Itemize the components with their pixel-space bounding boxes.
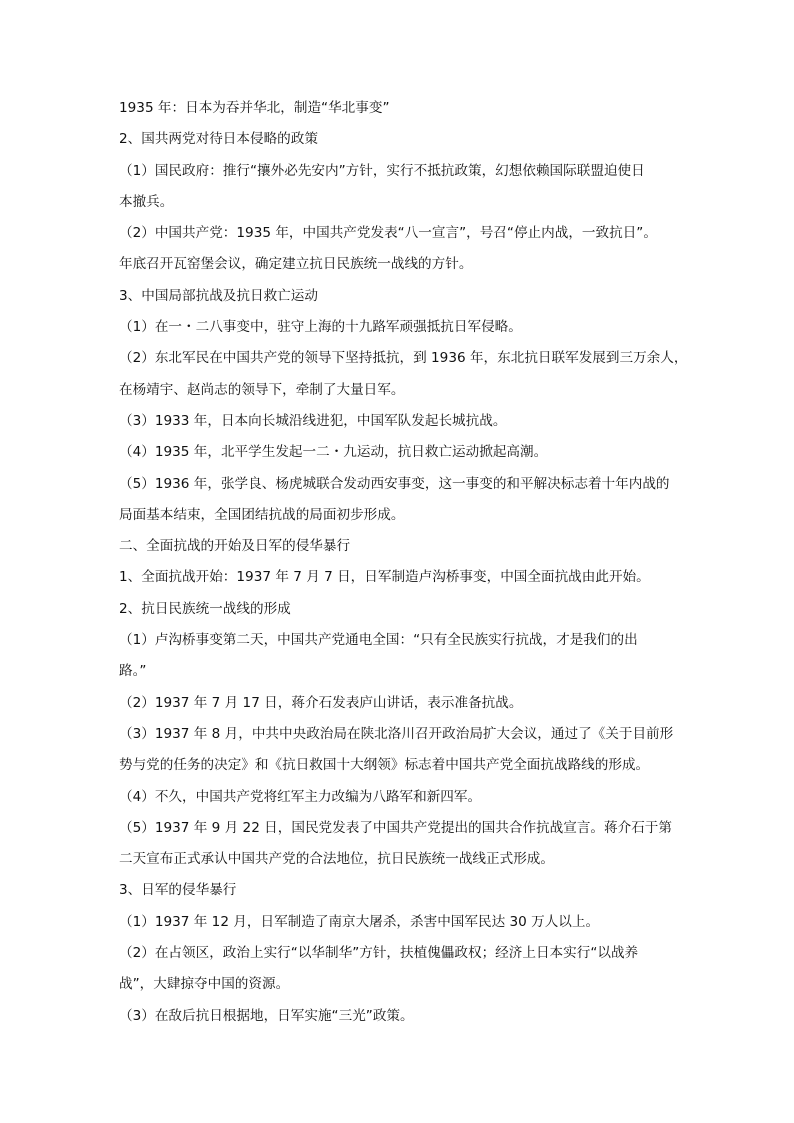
document-body bbox=[119, 98, 688, 1037]
paragraph-line: 路。” bbox=[119, 663, 147, 680]
paragraph-line: （2）1937 年 7 月 17 日，蒋介石发表庐山讲话，表示准备抗战。 bbox=[119, 694, 523, 711]
paragraph-line: 本撤兵。 bbox=[119, 193, 174, 210]
paragraph-line: 1935 年：日本为吞并华北，制造“华北事变” bbox=[119, 100, 390, 116]
section-heading: 3、中国局部抗战及抗日救亡运动 bbox=[119, 287, 318, 304]
paragraph-line: 年底召开瓦窑堡会议，确定建立抗日民族统一战线的方针。 bbox=[119, 256, 473, 273]
paragraph-line: （4）1935 年，北平学生发起一二・九运动，抗日救亡运动掀起高潮。 bbox=[119, 444, 548, 461]
paragraph-line: 在杨靖宇、赵尚志的领导下，牵制了大量日军。 bbox=[119, 381, 405, 398]
chapter-heading: 二、全面抗战的开始及日军的侵华暴行 bbox=[119, 538, 351, 555]
paragraph-line: （3）1933 年，日本向长城沿线进犯，中国军队发起长城抗战。 bbox=[119, 412, 507, 429]
paragraph-line: （3）在敌后抗日根据地，日军实施“三光”政策。 bbox=[119, 1007, 414, 1024]
paragraph-line: 局面基本结束，全国团结抗战的局面初步形成。 bbox=[119, 506, 405, 523]
section-heading: 2、国共两党对待日本侵略的政策 bbox=[119, 131, 318, 148]
paragraph-line: 势与党的任务的决定》和《抗日救国十大纲领》标志着中国共产党全面抗战路线的形成。 bbox=[119, 757, 650, 774]
paragraph-line: 战”，大肆掠夺中国的资源。 bbox=[119, 976, 290, 993]
section-heading: 2、抗日民族统一战线的形成 bbox=[119, 600, 291, 617]
paragraph-line: （1）卢沟桥事变第二天，中国共产党通电全国：“只有全民族实行抗战，才是我们的出 bbox=[119, 632, 638, 649]
paragraph-line: （2）中国共产党：1935 年，中国共产党发表“八一宣言”，号召“停止内战，一致抗日”。 bbox=[119, 225, 657, 242]
paragraph-line: （1）1937 年 12 月，日军制造了南京大屠杀，杀害中国军民达 30 万人以上。 bbox=[119, 913, 600, 930]
paragraph-line: （2）东北军民在中国共产党的领导下坚持抵抗，到 1936 年，东北抗日联军发展到三万余人， bbox=[119, 350, 688, 367]
paragraph-line: 二天宣布正式承认中国共产党的合法地位，抗日民族统一战线正式形成。 bbox=[119, 851, 554, 868]
paragraph-line: （2）在占领区，政治上实行“以华制华”方针，扶植傀儡政权；经济上日本实行“以战养 bbox=[119, 945, 639, 962]
paragraph-line: （5）1937 年 9 月 22 日，国民党发表了中国共产党提出的国共合作抗战宣言。蒋介石于第 bbox=[119, 819, 672, 836]
paragraph-line: （1）国民政府：推行“攘外必先安内”方针，实行不抵抗政策，幻想依赖国际联盟迫使日 bbox=[119, 162, 645, 179]
paragraph-line: （4）不久，中国共产党将红军主力改编为八路军和新四军。 bbox=[119, 788, 482, 805]
paragraph-line: （1）在一・二八事变中，驻守上海的十九路军顽强抵抗日军侵略。 bbox=[119, 319, 522, 336]
paragraph-line: （3）1937 年 8 月，中共中央政治局在陕北洛川召开政治局扩大会议，通过了《关于目前形 bbox=[119, 725, 674, 742]
section-heading: 1、全面抗战开始：1937 年 7 月 7 日，日军制造卢沟桥事变，中国全面抗战由此开始。 bbox=[119, 569, 650, 586]
section-heading: 3、日军的侵华暴行 bbox=[119, 882, 237, 899]
paragraph-line: （5）1936 年，张学良、杨虎城联合发动西安事变，这一事变的和平解决标志着十年内战的 bbox=[119, 475, 670, 492]
